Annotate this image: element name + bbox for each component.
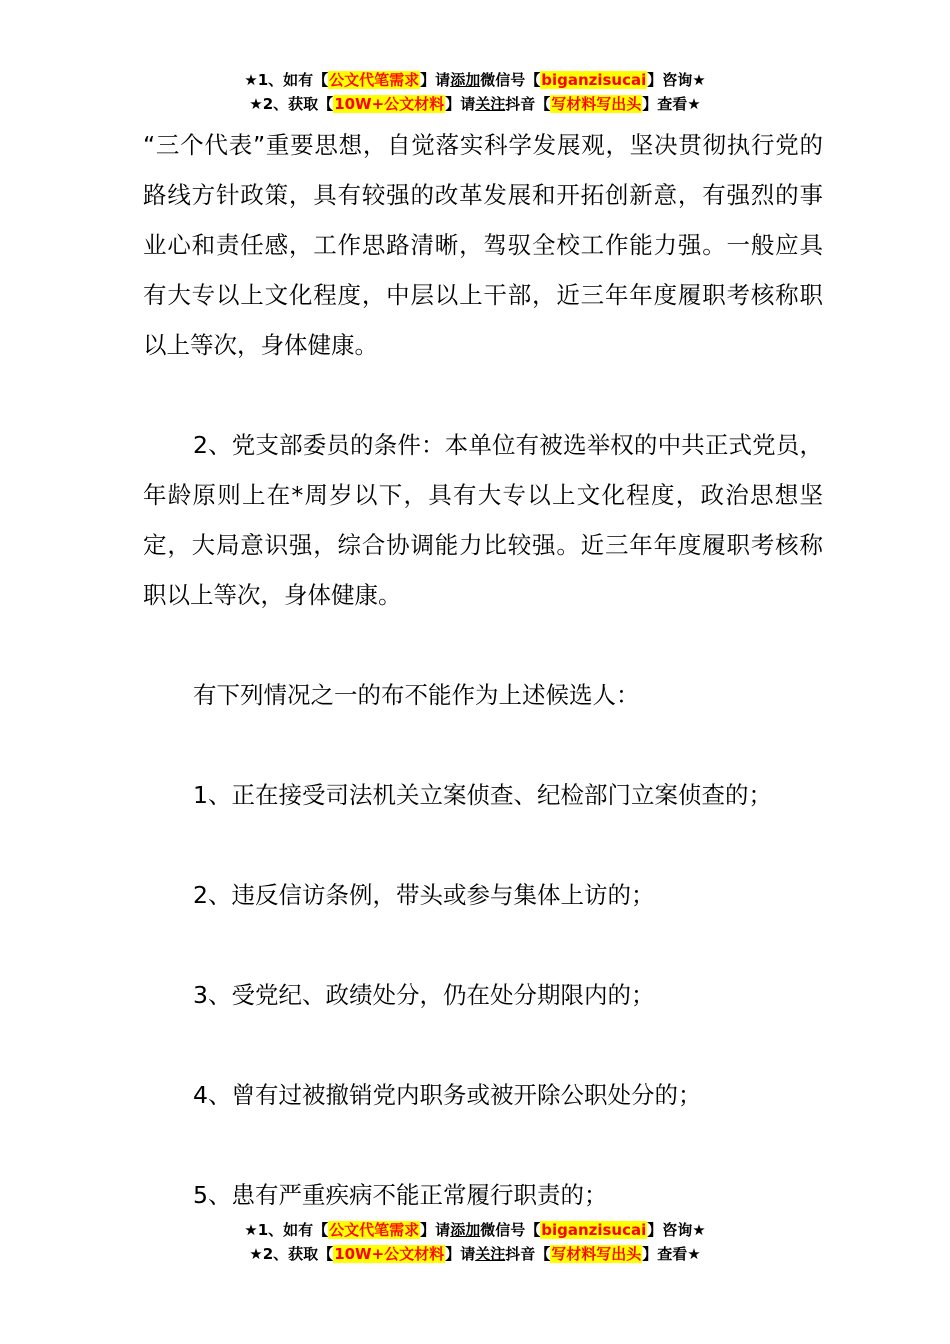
footer-line-2-highlight-materials: 10W+公文材料 [334, 1245, 445, 1263]
footer-line-1 [0, 1218, 950, 1242]
header-line-1-middle-2: 微信号【 [480, 71, 541, 89]
header-line-2-middle-2: 抖音【 [505, 95, 551, 113]
paragraph-gap [143, 1020, 823, 1070]
header-line-2-highlight-douyin: 写材料写出头 [551, 95, 642, 113]
paragraph-gap [143, 620, 823, 670]
header-banner [0, 68, 950, 116]
footer-line-2-highlight-douyin: 写材料写出头 [551, 1245, 642, 1263]
paragraph-gap [143, 820, 823, 870]
header-line-2-middle: 】请 [445, 95, 476, 113]
paragraph-requirements-committee: 2、党支部委员的条件：本单位有被选举权的中共正式党员，年龄原则上在*周岁以下，具有大专以上文化程度，政治思想坚定，大局意识强，综合协调能力比较强。近三年年度履职考核称职以上等次，身体健康。 [143, 431, 823, 609]
footer-line-2 [0, 1242, 950, 1266]
footer-line-1-middle-2: 微信号【 [480, 1221, 541, 1239]
paragraph-requirements-secretary: “三个代表”重要思想，自觉落实科学发展观，坚决贯彻执行党的路线方针政策，具有较强的改革发展和开拓创新意，有强烈的事业心和责任感，工作思路清晰，驾驭全校工作能力强。一般应具有大专以上文化程度，中层以上干部，近三年年度履职考核称职以上等次，身体健康。 [143, 131, 823, 359]
document-body [143, 120, 823, 1220]
header-line-2-suffix: 】查看★ [642, 95, 701, 113]
paragraph-gap [143, 920, 823, 970]
footer-line-1-highlight-service: 公文代笔需求 [329, 1221, 420, 1239]
paragraph-gap [143, 720, 823, 770]
header-line-1-middle: 】请 [420, 71, 451, 89]
paragraph-disqualification-intro: 有下列情况之一的布不能作为上述候选人： [193, 681, 640, 709]
header-line-1 [0, 68, 950, 92]
header-line-1-highlight-wechat: biganzisucai [541, 71, 647, 89]
paragraph-gap [143, 1120, 823, 1170]
header-line-2-prefix: ★2、获取【 [249, 95, 334, 113]
footer-line-2-underlined: 关注 [475, 1245, 506, 1263]
footer-line-1-highlight-wechat: biganzisucai [541, 1221, 647, 1239]
footer-banner [0, 1218, 950, 1266]
header-line-1-suffix: 】咨询★ [647, 71, 706, 89]
footer-line-1-suffix: 】咨询★ [647, 1221, 706, 1239]
footer-line-1-prefix: ★1、如有【 [244, 1221, 329, 1239]
header-line-1-highlight-service: 公文代笔需求 [329, 71, 420, 89]
header-line-1-prefix: ★1、如有【 [244, 71, 329, 89]
footer-line-2-middle-2: 抖音【 [505, 1245, 551, 1263]
footer-line-2-prefix: ★2、获取【 [249, 1245, 334, 1263]
list-item: 3、受党纪、政绩处分，仍在处分期限内的； [193, 981, 655, 1009]
header-line-2 [0, 92, 950, 116]
header-line-1-underlined: 添加 [450, 71, 481, 89]
list-item: 1、正在接受司法机关立案侦查、纪检部门立案侦查的； [193, 781, 772, 809]
paragraph-gap [143, 370, 823, 420]
header-line-2-underlined: 关注 [475, 95, 506, 113]
list-item: 5、患有严重疾病不能正常履行职责的； [193, 1181, 608, 1209]
footer-line-1-underlined: 添加 [450, 1221, 481, 1239]
footer-line-1-middle: 】请 [420, 1221, 451, 1239]
footer-line-2-middle: 】请 [445, 1245, 476, 1263]
header-line-2-highlight-materials: 10W+公文材料 [334, 95, 445, 113]
footer-line-2-suffix: 】查看★ [642, 1245, 701, 1263]
list-item: 2、违反信访条例，带头或参与集体上访的； [193, 881, 655, 909]
list-item: 4、曾有过被撤销党内职务或被开除公职处分的； [193, 1081, 702, 1109]
